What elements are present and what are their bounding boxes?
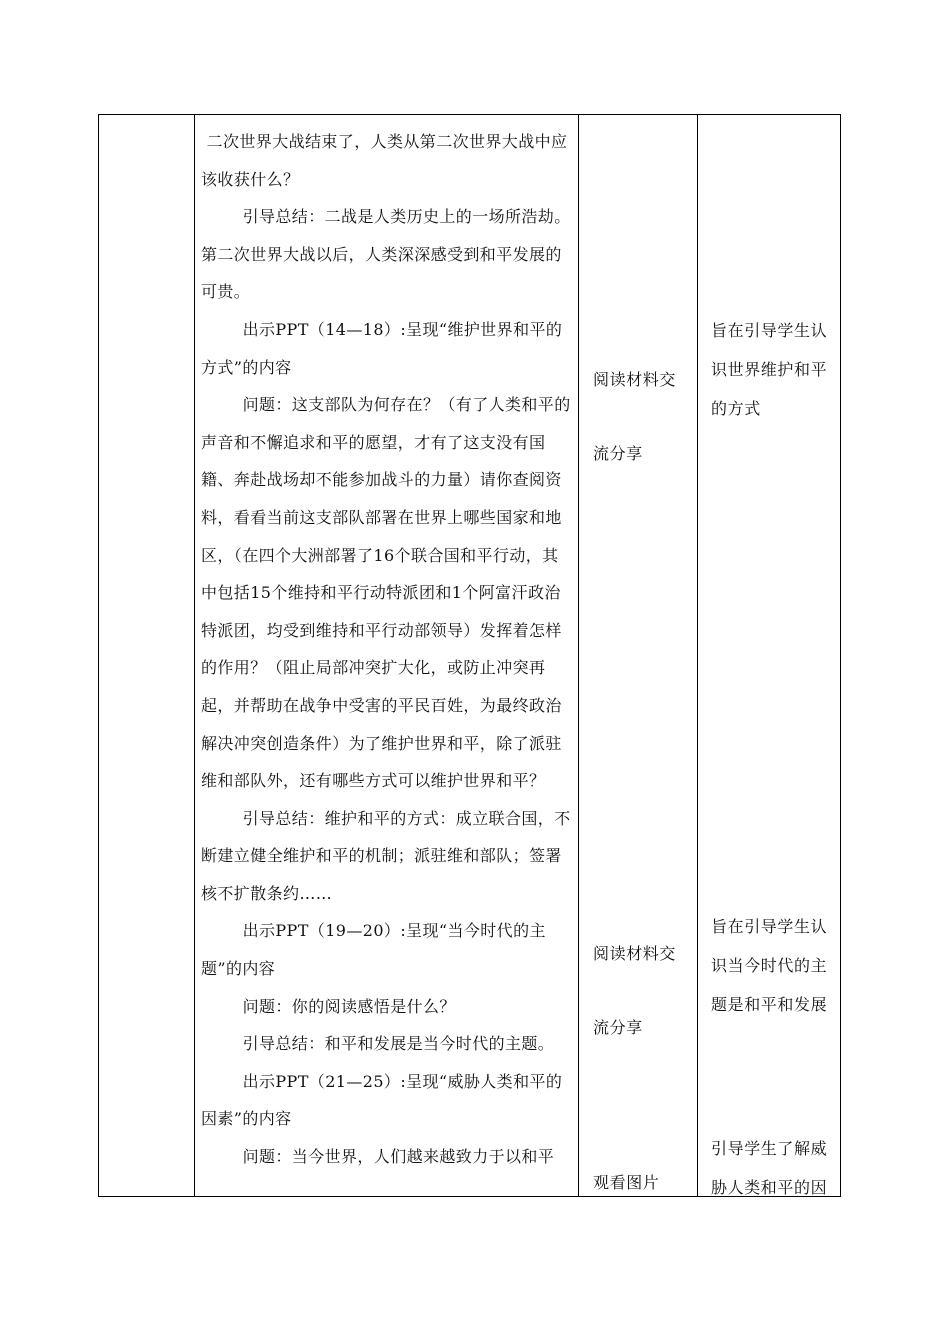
- column-divider: [697, 115, 698, 1196]
- paragraph: 问题：这支部队为何存在？（有了人类和平的声音和不懈追求和平的愿望，才有了这支没有国籍、奔赴战场却不能参加战斗的力量）请你查阅资料，看看当前这支部队部署在世界上哪些国家和地区，（在四个大洲部署了16个联合国和平行动，其中包括15个维持和平行动特派团和1个阿富汗政治特派团，均受到维持和平行动部领导）发挥着怎样的作用？（阻止局部冲突扩大化，或防止冲突再起，并帮助在战争中受害的平民百姓，为最终政治解决冲突创造条件）为了维护世界和平，除了派驻维和部队外，还有哪些方式可以维护世界和平？: [201, 395, 571, 791]
- paragraph: 引导总结：维护和平的方式：成立联合国，不断建立健全维护和平的机制；派驻维和部队；签署核不扩散条约……: [201, 808, 571, 903]
- student-activity-text: 阅读材料交流分享: [593, 370, 677, 463]
- paragraph: 问题：你的阅读感悟是什么？: [242, 996, 456, 1016]
- paragraph: 二次世界大战结束了，人类从第二次世界大战中应该收获什么？: [201, 132, 568, 189]
- teaching-process-column: [201, 123, 573, 1176]
- paragraph: 出示PPT（14—18）:呈现“维护世界和平的方式”的内容: [201, 319, 563, 377]
- paragraph: 出示PPT（19—20）:呈现“当今时代的主题”的内容: [201, 921, 546, 979]
- paragraph: 出示PPT（21—25）:呈现“威胁人类和平的因素”的内容: [201, 1071, 563, 1129]
- student-activity-text: 观看图片: [593, 1173, 660, 1192]
- design-intent-text: 引导学生了解威胁人类和平的因: [711, 1139, 828, 1197]
- lesson-plan-table: [98, 114, 841, 1197]
- paragraph: 引导总结：二战是人类历史上的一场所浩劫。第二次世界大战以后，人类深深感受到和平发展的可贵。: [201, 207, 571, 302]
- paragraph: 引导总结：和平和发展是当今时代的主题。: [242, 1034, 555, 1054]
- student-activity-text: 阅读材料交流分享: [593, 944, 677, 1037]
- design-intent-text: 旨在引导学生认识当今时代的主题是和平和发展: [711, 917, 828, 1014]
- column-divider: [578, 115, 579, 1196]
- design-intent-text: 旨在引导学生认识世界维护和平的方式: [711, 321, 828, 418]
- column-divider: [194, 115, 195, 1196]
- paragraph: 问题：当今世界，人们越来越致力于以和平: [242, 1147, 555, 1167]
